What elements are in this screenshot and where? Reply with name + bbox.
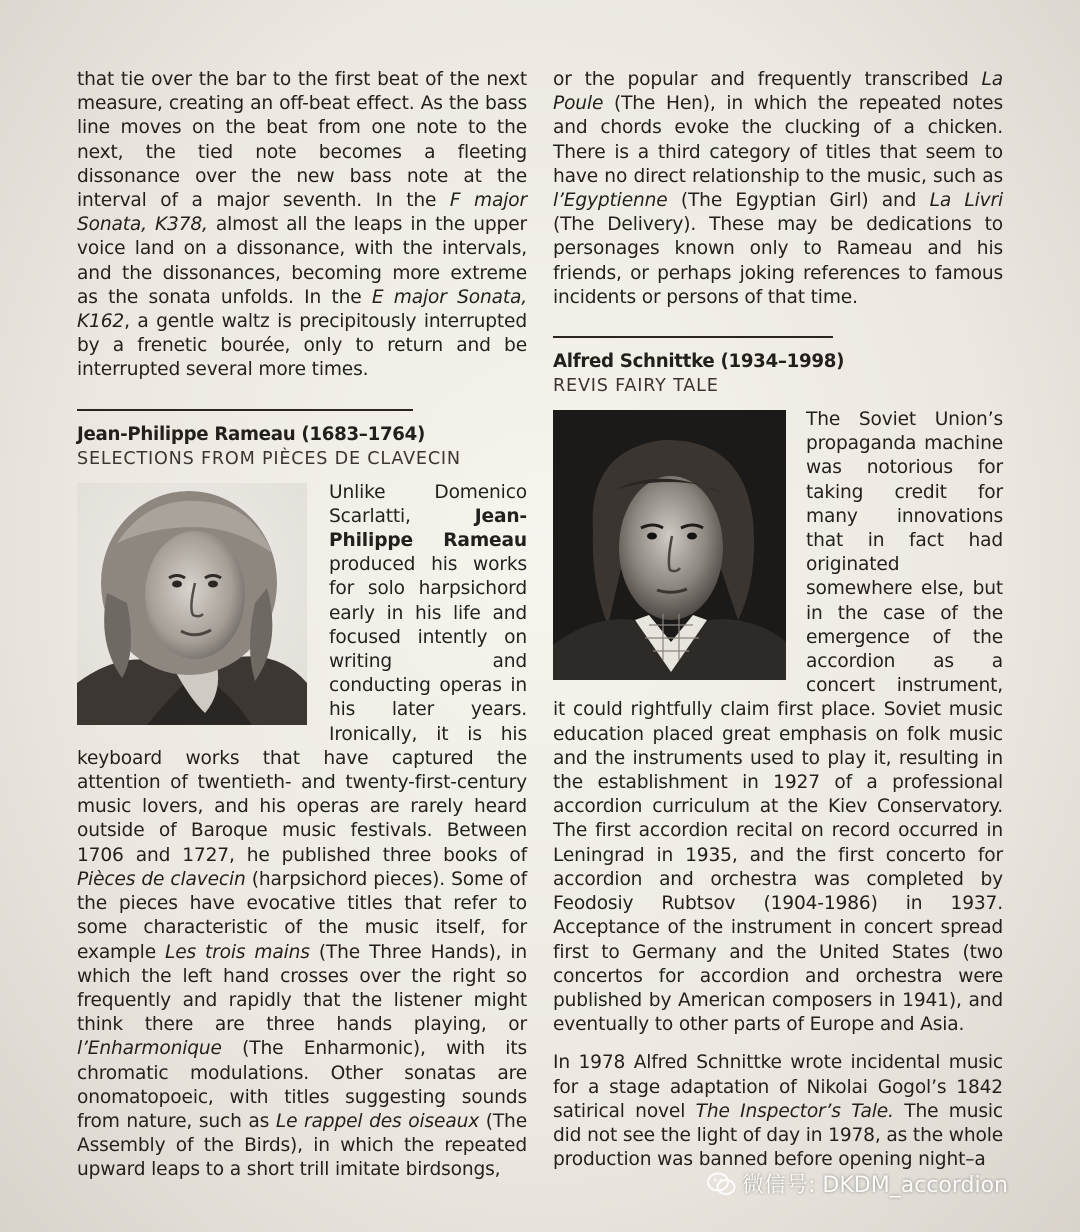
- italic-run: La Poule: [553, 69, 1003, 115]
- paragraph-gap: [553, 1037, 1003, 1051]
- bold-run: Jean-Philippe Rameau: [329, 505, 527, 552]
- italic-run: l’Egyptienne: [553, 190, 668, 212]
- text-run: almost all the leaps in the upper voice land on a dissonance, with the intervals, and the dissonances, becoming more extreme as the sonata unfolds. In the: [77, 214, 527, 308]
- italic-run: The Inspector’s Tale.: [695, 1100, 894, 1122]
- rameau-engraving: [77, 483, 307, 725]
- paragraph-scarlatti-end: [77, 68, 527, 383]
- portrait-schnittke-icon: [553, 410, 786, 680]
- text-run: (The Three Hands), in which the left hand crosses over the right so frequently and rapidly that the listener might think there are three hands playing, or: [77, 941, 527, 1036]
- text-run: produced his works for solo harpsichord early in his life and focused intently on writing and conducting operas in his later years. Ironically, it is his keyboard works that have captured the attention of twentieth- and twenty-first-century music lovers, and his operas are rarely heard outside of Baroque music festivals. Between 1706 and 1727, he published three books of: [77, 554, 527, 866]
- portrait-rameau-icon: [77, 483, 307, 725]
- text-run: (The Egyptian Girl) and: [667, 190, 930, 212]
- text-run: that tie over the bar to the first beat of the next measure, creating an off-beat effect. As the bass line moves on the beat from one note to the next, the tied note becomes a fleeting dissonance over the new bass note at the interval of a major seventh. In the: [77, 69, 527, 212]
- text-run: (The Delivery). These may be dedications to personages known only to Rameau and his friends, or perhaps joking references to famous incidents or persons of that time.: [553, 214, 1003, 308]
- watermark: [706, 1168, 1008, 1199]
- italic-run: Pièces de clavecin: [77, 868, 246, 890]
- text-run: The music did not see the light of day in 1978, as the whole production was banned before opening night–a: [553, 1100, 1003, 1171]
- italic-run: F major Sonata, K378,: [77, 190, 527, 236]
- text-run: or the popular and frequently transcribed: [553, 69, 982, 90]
- paragraph-schnittke: The Soviet Union’s propaganda machine was notorious for taking credit for many innovations that in fact had originated somewhere else, but in the case of the emergence of the accordion as a concert instrument, it could rightfully claim first place. Soviet music education placed great emphasis on folk music and the instruments used to play it, resulting in the establishment in 1927 of a professional accordion curriculum at the Kiev Conservatory. The first accordion recital on record occurred in Leningrad in 1935, and the first concerto for accordion and orchestra was completed by Feodosiy Rubtsov (1904-1986) in 1937. Acceptance of the instrument in concert spread first to Germany and the United States (two concertos for accordion and orchestra were published by American composers in 1941), and eventually to other parts of Europe and Asia.: [553, 409, 1003, 1036]
- work-title-schnittke: REVIS FAIRY TALE: [553, 376, 719, 397]
- composer-heading-rameau: Jean-Philippe Rameau (1683–1764): [77, 423, 426, 445]
- italic-run: Les trois mains: [164, 941, 310, 963]
- text-run: (The Hen), in which the repeated notes and chords evoke the clucking of a chicken. There is a third category of titles that seem to have no direct relationship to the music, such as: [553, 93, 1003, 187]
- text-run: (The Assembly of the Birds), in which the repeated upward leaps to a short trill imitate birdsongs,: [77, 1110, 527, 1181]
- text-run: Unlike Domenico Scarlatti,: [329, 481, 527, 527]
- text-run: (The Enharmonic), with its chromatic modulations. Other sonatas are onomatopoeic, with titles suggesting sounds from nature, such as: [77, 1038, 527, 1132]
- composer-heading-schnittke: Alfred Schnittke (1934–1998): [553, 351, 845, 373]
- right-column: [553, 68, 1003, 1172]
- italic-run: Le rappel des oiseaux: [275, 1110, 480, 1132]
- schnittke-photo: [553, 410, 786, 680]
- work-title-rameau: SELECTIONS FROM PIÈCES DE CLAVECIN: [77, 448, 461, 469]
- section-divider: [77, 409, 413, 411]
- watermark-text: 微信号: DKDM_accordion: [742, 1173, 1008, 1198]
- italic-run: l’Enharmonique: [77, 1038, 222, 1060]
- text-run: (harpsichord pieces). Some of the pieces have evocative titles that refer to some characteristic of the music itself, for example: [77, 868, 527, 963]
- left-column: [77, 68, 527, 1183]
- text-run: , a gentle waltz is precipitously interrupted by a frenetic bourée, only to return and be interrupted several more times.: [77, 311, 527, 381]
- wechat-icon: [706, 1171, 736, 1197]
- section-divider: [553, 336, 833, 338]
- italic-run: La Livri: [929, 190, 1003, 212]
- italic-run: E major Sonata, K162: [77, 286, 527, 333]
- paragraph-inspector: [553, 1051, 1003, 1172]
- text-run: In 1978 Alfred Schnittke wrote incidental music for a stage adaptation of Nikolai Gogol’s 1842 satirical novel: [553, 1052, 1003, 1122]
- paragraph-rameau-continued: [553, 68, 1003, 310]
